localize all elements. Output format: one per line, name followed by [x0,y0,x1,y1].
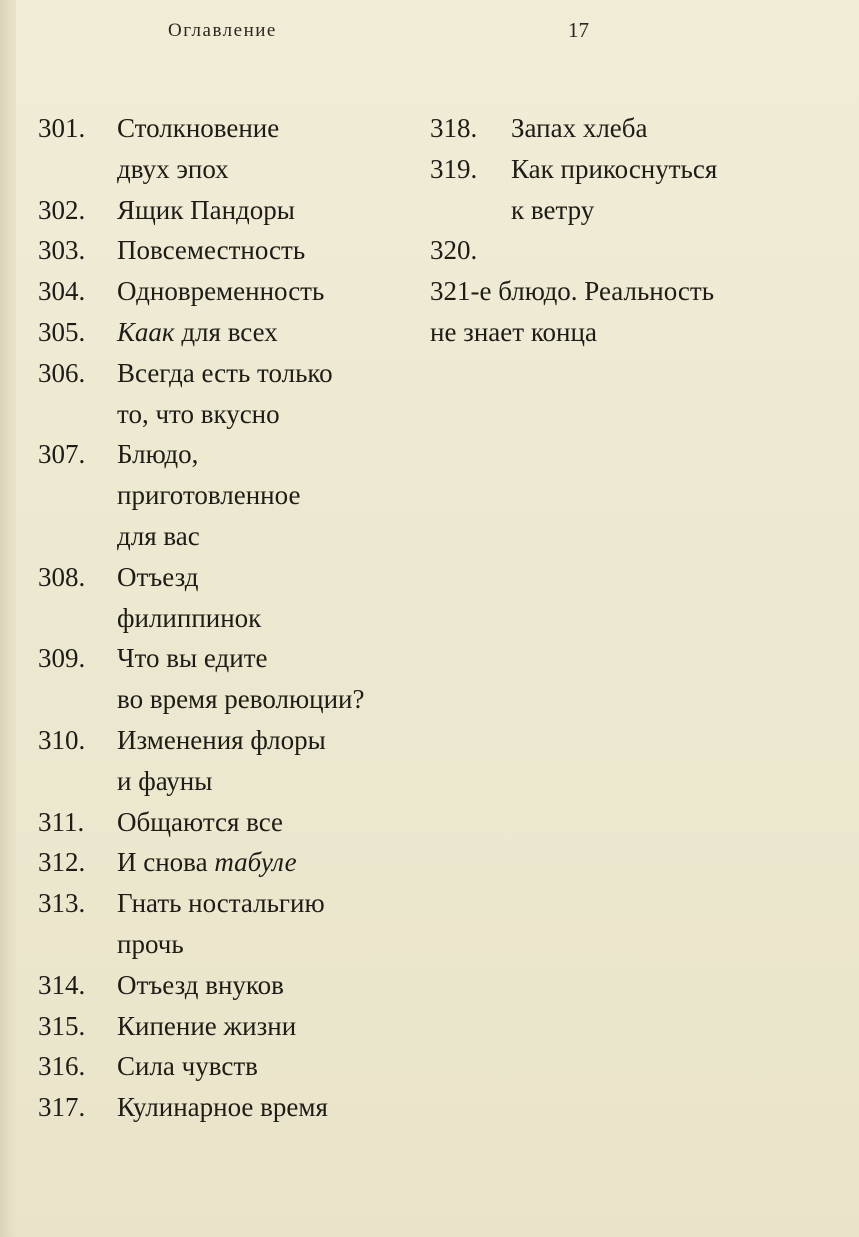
toc-entry-title-line: Гнать ностальгию [117,888,325,919]
toc-entry-title [117,271,324,312]
running-header-title: Оглавление [168,20,277,41]
toc-entry [430,271,840,353]
toc-entry [38,190,428,231]
toc-entry-title [117,557,261,639]
toc-entry [38,108,428,190]
toc-entry [38,230,428,271]
toc-entry-title [117,883,325,965]
toc-entry-title [117,353,333,435]
toc-entry [38,1046,428,1087]
toc-entry-title [117,802,283,843]
toc-entry-title [511,108,648,149]
toc-entry-title-line: Изменения флоры [117,724,326,755]
toc-entry-title-line [117,842,297,883]
toc-entry-title [117,1006,296,1047]
toc-entry [430,149,840,231]
toc-entry-title-line [511,230,518,271]
toc-entry [38,638,428,720]
toc-entry-title-line: филиппинок [117,602,262,633]
toc-entry-title [117,434,300,556]
toc-entry-title-line: Ящик Пандоры [117,194,295,225]
toc-entry-title-line: Всегда есть только [117,357,333,388]
toc-entry-number: 315. [38,1010,86,1041]
toc-entry-title [117,965,284,1006]
toc-entry-title [511,149,717,231]
toc-entry-title-line: для вас [117,520,200,551]
toc-entry [430,108,840,149]
toc-entry-title-line: Как прикоснуться [511,153,718,184]
title-italic-text: Каак [117,316,175,347]
toc-entry [38,802,428,843]
toc-entry-title-line: Общаются все [117,806,283,837]
toc-entry [38,883,428,965]
toc-entry-title [117,230,305,271]
toc-entry [38,842,428,883]
toc-entry-title-line [117,312,278,353]
toc-entry-title-line: Кулинарное время [117,1092,328,1123]
toc-entry-number: 316. [38,1051,86,1082]
toc-entry-title [430,271,714,353]
toc-entry-title-line: Сила чувств [117,1051,258,1082]
toc-entry [38,1087,428,1128]
toc-entry [430,230,840,271]
toc-entry-number: 301. [38,113,86,143]
toc-entry [38,720,428,802]
toc-entry-title-line: и фауны [117,765,213,796]
toc-entry-title [117,312,278,353]
toc-entry [38,557,428,639]
toc-entry-title [117,108,279,190]
toc-entry-title-line: не знает конца [430,316,597,347]
page-edge-shadow [0,0,16,1237]
toc-entry-title-line: Повсеместность [117,235,306,266]
toc-column-left [38,108,428,1128]
toc-column-right [430,108,840,353]
toc-entry-number: 309. [38,643,86,674]
toc-entry-number: 304. [38,276,86,307]
toc-entry-number: 306. [38,357,86,388]
toc-entry-title-line: к ветру [511,194,595,225]
toc-entry-number: 317. [38,1092,86,1123]
toc-entry [38,1006,428,1047]
toc-entry [38,271,428,312]
page-number: 17 [568,18,589,42]
toc-entry-number: 302. [38,194,86,225]
toc-entry-title-line: 321-е блюдо. Реальность [430,276,715,307]
title-text: И снова [117,847,215,878]
toc-entry-number: 307. [38,439,86,470]
toc-entry-title-line: во время революции? [117,684,365,715]
toc-entry [38,312,428,353]
toc-entry-number: 305. [38,316,86,347]
toc-entry-number: 318. [430,113,478,143]
toc-entry-title-line: Отъезд внуков [117,969,284,1000]
title-text: для всех [174,316,278,347]
toc-entry-number: 320. [430,235,478,266]
title-italic-text: табуле [214,847,297,878]
toc-entry-title-line: Кипение жизни [117,1010,297,1041]
toc-entry-number: 312. [38,847,86,878]
toc-entry [38,965,428,1006]
toc-entry-title-line: Отъезд [117,561,199,592]
toc-entry-title-line: Что вы едите [117,643,268,674]
toc-entry-title-line: то, что вкусно [117,398,280,429]
toc-entry-number: 314. [38,969,86,1000]
toc-entry-title [511,230,518,271]
toc-entry-number: 303. [38,235,86,266]
toc-entry [38,434,428,556]
toc-entry-title [117,638,364,720]
toc-entry-title-line: Блюдо, [117,439,199,470]
toc-entry-title [117,1087,328,1128]
toc-entry-title [117,720,326,802]
toc-entry-title-line: Запах хлеба [511,113,648,143]
toc-entry-title-line: Одновременность [117,276,325,307]
toc-entry-number: 313. [38,888,86,919]
toc-entry-number: 310. [38,724,86,755]
toc-entry-title [117,1046,258,1087]
toc-entry-title-line: двух эпох [117,153,229,184]
toc-entry-title-line: Столкновение [117,113,280,143]
toc-entry-number: 311. [38,806,85,837]
toc-entry-number: 319. [430,153,478,184]
toc-entry [38,353,428,435]
toc-entry-title-line: прочь [117,928,184,959]
toc-entry-title [117,190,295,231]
toc-entry-title [117,842,297,883]
toc-entry-number: 308. [38,561,86,592]
toc-entry-title-line: приготовленное [117,480,301,511]
